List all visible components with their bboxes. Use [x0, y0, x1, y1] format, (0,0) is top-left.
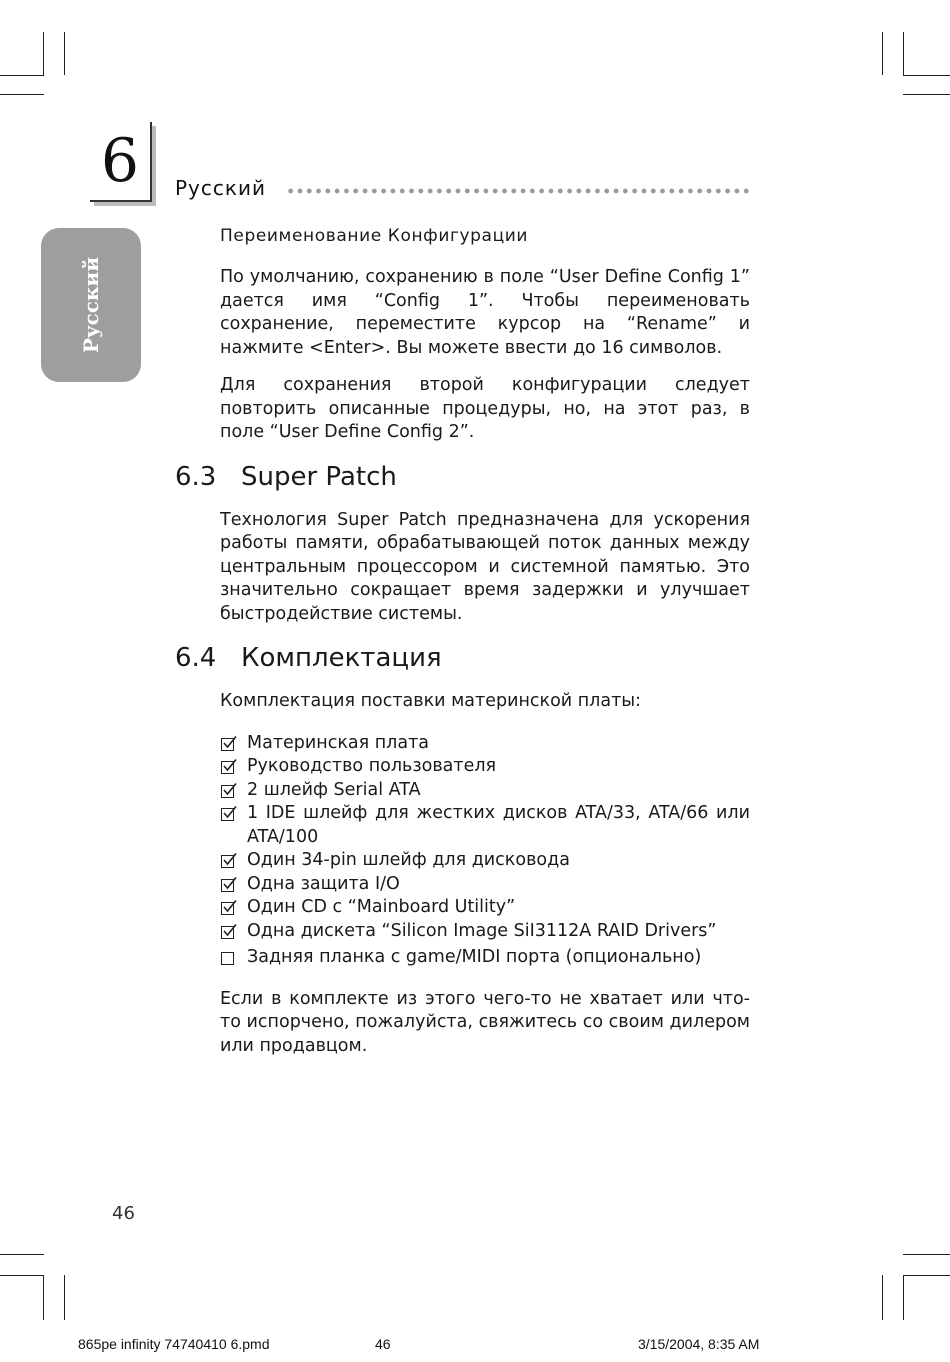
crop-mark [903, 32, 904, 75]
checklist-item [220, 732, 750, 756]
closing-paragraph: Если в комплекте из этого чего-то не хватает или что-то испорчено, пожалуйста, свяжитесь со своим дилером или продавцом. [220, 988, 750, 1056]
checked-box-icon [221, 902, 234, 915]
rename-paragraph-2: Для сохранения второй конфигурации следует повторить описанные процедуры, но, на этот раз, в поле “User Define Config 2”. [220, 375, 750, 442]
checklist-item-label: 2 шлейф Serial ATA [247, 779, 421, 800]
crop-mark [64, 32, 65, 75]
checklist-item [220, 896, 750, 920]
crop-mark [64, 1275, 65, 1320]
package-checklist [220, 732, 750, 970]
checklist-item-label: Одна дискета “Silicon Image SiI3112A RAID Drivers” [247, 920, 717, 941]
checklist-item [220, 873, 750, 897]
footer-date: 3/15/2004, 8:35 AM [638, 1336, 760, 1352]
package-intro: Комплектация поставки материнской платы: [220, 691, 641, 711]
section-number: 6.4 [175, 643, 217, 673]
crop-mark [43, 1275, 44, 1320]
crop-mark [903, 1275, 950, 1276]
checklist-item-label: Материнская плата [247, 732, 429, 753]
section-heading-text: Super Patch [241, 461, 397, 492]
checklist-item-label: Задняя планка с game/MIDI порта (опционально) [247, 947, 702, 967]
crop-mark [903, 1275, 904, 1320]
dotted-rule [286, 187, 752, 195]
footer-page: 46 [375, 1336, 391, 1352]
checklist-item-label: 1 IDE шлейф для жестких дисков ATA/33, ATA/66 или ATA/100 [247, 803, 750, 847]
checklist-item-label: Один CD с “Mainboard Utility” [247, 897, 516, 917]
checked-box-icon [221, 738, 234, 751]
chapter-box [90, 122, 152, 202]
crop-mark [43, 32, 44, 75]
checklist-item-label: Одна защита I/O [247, 873, 400, 894]
crop-mark [882, 1275, 883, 1320]
crop-mark [903, 94, 950, 95]
section-heading-super-patch [175, 459, 750, 495]
section-title: Русский [175, 176, 266, 200]
checklist-item [220, 920, 750, 944]
section-number: 6.3 [175, 461, 217, 492]
checked-box-icon [221, 808, 234, 821]
checklist-item-label: Один 34-pin шлейф для дисковода [247, 850, 570, 870]
checked-box-icon [221, 855, 234, 868]
side-tab-label: Русский [79, 256, 103, 354]
footer-file: 865pe infinity 74740410 6.pmd [78, 1336, 270, 1352]
checked-box-icon [221, 785, 234, 798]
rename-heading: Переименование Конфигурации [220, 226, 529, 246]
super-patch-paragraph: Технология Super Patch предназначена для ускорения работы памяти, обрабатывающей поток данных между центральным процессором и системной памятью. Это значительно сокращает время задержки и улучшает быстродействие системы. [220, 509, 750, 624]
crop-mark [0, 1254, 44, 1255]
page-number: 46 [112, 1203, 135, 1224]
crop-mark [0, 94, 44, 95]
checklist-item [220, 755, 750, 779]
side-language-tab [41, 228, 141, 382]
crop-mark [882, 32, 883, 75]
checklist-item-label: Руководство пользователя [247, 756, 497, 776]
empty-box-icon [221, 952, 234, 965]
chapter-number: 6 [100, 126, 140, 196]
checked-box-icon [221, 761, 234, 774]
checklist-item [220, 946, 750, 970]
crop-mark [0, 1275, 44, 1276]
checklist-item [220, 849, 750, 873]
checklist-item [220, 779, 750, 803]
section-heading-package [175, 640, 750, 676]
crop-mark [0, 75, 44, 76]
checked-box-icon [221, 926, 234, 939]
page-content [175, 222, 750, 1072]
crop-mark [903, 75, 950, 76]
crop-mark [903, 1254, 950, 1255]
section-heading-text: Комплектация [241, 643, 442, 673]
checklist-item [220, 802, 750, 849]
checked-box-icon [221, 879, 234, 892]
rename-paragraph-1: По умолчанию, сохранению в поле “User Define Config 1” дается имя “Config 1”. Чтобы переименовать сохранение, переместите курсор на “Rename” и нажмите <Enter>. Вы можете ввести до 16 символов. [220, 267, 750, 358]
